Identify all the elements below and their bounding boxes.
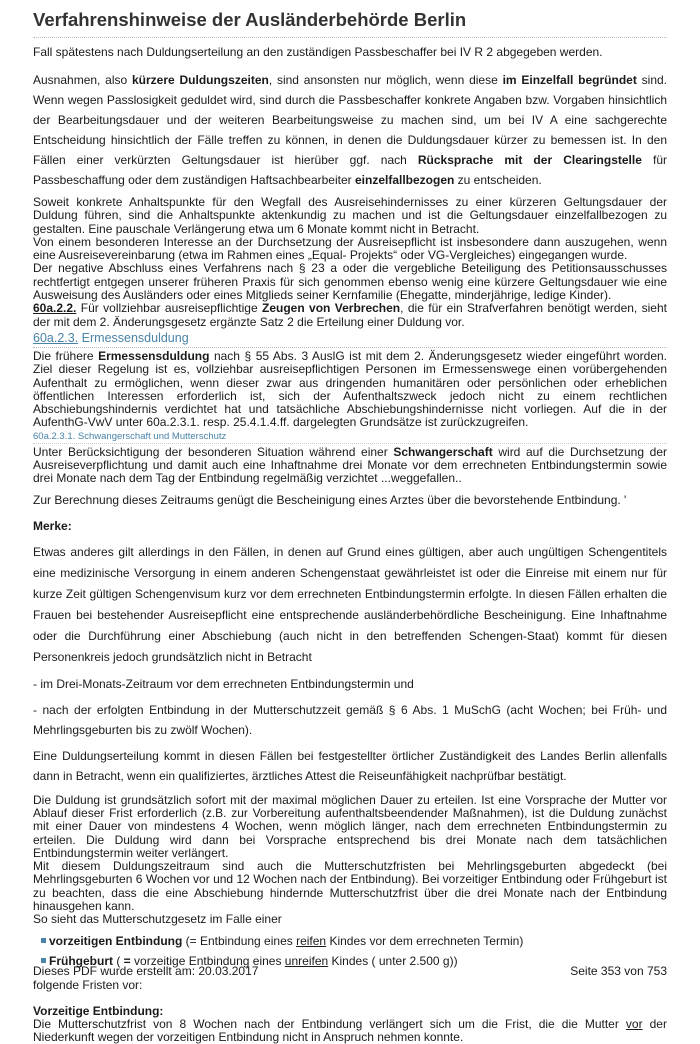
paragraph-duldung-dauer: Die Duldung ist grundsätzlich sofort mit der maximal möglichen Dauer zu erteilen. Ist eine Vorsprache der Mutter vor Ablauf dieser Frist erforderlich (z.B. zur Vorbereitung aufenthaltsbeendender Maßnahmen), ist die Duldung zunächst mit einer Dauer von mindestens 4 Wochen, wenn möglich länger, nach dem errechneten Entbindungstermin zu erteilen. Die Duldung wird dann bei Vorsprache entsprechend bis drei Monate nach dem tatsächlichen Entbindungstermin weiter verlängert. (33, 792, 667, 860)
list-item: Frühgeburt ( = vorzeitige Entbindung eines unreifen Kindes ( unter 2.500 g)) (33, 951, 667, 971)
heading-schwangerschaft: 60a.2.3.1. Schwangerschaft und Mutterschutz (33, 431, 667, 444)
paragraph-passbeschaffer: Fall spätestens nach Duldungserteilung an den zuständigen Passbeschaffer bei IV R 2 abgegeben werden. (33, 44, 603, 59)
heading-ermessensduldung: 60a.2.3. Ermessensduldung (33, 331, 667, 348)
paragraph-bescheinigung: Zur Berechnung dieses Zeitraums genügt die Bescheinigung eines Arztes über die bevorstehende Entbindung. ' (33, 492, 627, 507)
paragraph-anhaltspunkte: Soweit konkrete Anhaltspunkte für den Wegfall des Ausreisehindernisses zu einer kürzeren Geltungsdauer der Duldung führen, sind die Anhaltspunkte aktenkundig zu machen und ist die Geltungsdauer einzelfallbezogen zu gestalten. Eine pauschale Verlängerung etwa um 6 Monate kommt nicht in Betracht. (33, 194, 667, 236)
paragraph-mutterschutzzeit: - nach der erfolgten Entbindung in der Mutterschutzzeit gemäß § 6 Abs. 1 MuSchG (acht Wochen; bei Früh- und Mehrlingsgeburten bis zu zwölf Wochen). (33, 702, 667, 737)
paragraph-mehrlingsgeburten: Mit diesem Duldungszeitraum sind auch die Mutterschutzfristen bei Mehrlingsgeburten abgedeckt (bei Mehrlingsgeburten 6 Wochen vor und 12 Wochen nach der Entbindung). Bei vorzeitiger Entbindung oder Frühgeburt ist zu beachten, dass die eine Abschiebung hindernde Mutterschutzfrist über die drei Monate nach der Entbindung hinausgehen kann. (33, 859, 667, 913)
paragraph-petitionsausschuss: Der negative Abschluss eines Verfahrens nach § 23 a oder die vergebliche Beteiligung des Petitionsausschusses rechtfertigt entgegen unserer früheren Praxis für sich genommen ebenso wenig eine kürzere Geltungsdauer wie eine Ausweisung des Ausländers oder eines Mitglieds seiner Kernfamilie (Ehegatte, minderjährige, ledige Kinder). (33, 261, 667, 303)
bullet-icon (41, 938, 46, 943)
heading-vorzeitige-entbindung: Vorzeitige Entbindung: (33, 1003, 164, 1018)
page-footer (33, 964, 667, 978)
section-number-60a22: 60a.2.2. (33, 301, 77, 316)
paragraph-mutterschutzgesetz: So sieht das Mutterschutzgesetz im Falle einer (33, 912, 282, 927)
paragraph-ausnahmen: Ausnahmen, also kürzere Duldungszeiten, sind ansonsten nur möglich, wenn diese im Einzelfall begründet sind. Wenn wegen Passlosigkeit geduldet wird, sind durch die Passbeschaffer konkrete Angaben bzw. Vorgaben hinsichtlich der Bearbeitungsdauer und der weiteren Bearbeitungsweise zu machen sind, um bei IV A eine sachgerechte Entscheidung hinsichtlich der Fälle treffen zu können, in denen die Duldungsdauer kürzer zu bemessen ist. In den Fällen einer verkürzten Geltungsdauer ist hierüber ggf. nach Rücksprache mit der Clearingstelle für Passbeschaffung oder dem zuständigen Haftsachbearbeiter einzelfallbezogen zu entscheiden. (33, 72, 668, 187)
paragraph-drei-monats: - im Drei-Monats-Zeitraum vor dem errechneten Entbindungstermin und (33, 676, 414, 691)
page-title: Verfahrenshinweise der Ausländerbehörde Berlin (33, 8, 667, 38)
heading-merke: Merke: (33, 518, 72, 533)
footer-page-number: Seite 353 von 753 (570, 964, 667, 978)
paragraph-duldungserteilung: Eine Duldungserteilung kommt in diesen Fällen bei festgestellter örtlicher Zuständigkeit des Landes Berlin allenfalls dann in Betracht, wenn ein qualifiziertes, ärztliches Attest die Reiseunfähigkeit nachprüfbar bestätigt. (33, 748, 667, 783)
list-item: vorzeitigen Entbindung (= Entbindung eines reifen Kindes vor dem errechneten Termin) (33, 931, 667, 951)
paragraph-ermessensduldung: Die frühere Ermessensduldung nach § 55 Abs. 3 AuslG ist mit dem 2. Änderungsgesetz wieder eingeführt worden. Ziel dieser Regelung ist es, vollziehbar ausreisepflichtigen Personen im Ermessenswege einen vorübergehenden Aufenthalt zu ermöglichen, wenn dieser zwar aus dringenden humanitären oder persönlichen oder erheblichen öffentlichen Interessen erforderlich ist, sich der Aufenthaltszweck jedoch nicht zu einem rechtlichen Abschiebungshindernis verdichtet hat und tatsächliche Abschiebungshindernisse nicht vorliegen. Auf die in der AufenthG-VwV unter 60a.2.3.1. resp. 25.4.1.4.ff. dargelegten Grundsätze ist zurückzugreifen. (33, 348, 667, 430)
paragraph-60a22: 60a.2.2. Für vollziehbar ausreisepflichtige Zeugen von Verbrechen, die für ein Strafverfahren benötigt werden, sieht der mit dem 2. Änderungsgesetz ergänzte Satz 2 die Erteilung einer Duldung vor. (33, 301, 667, 329)
paragraph-vorzeitige-entbindung: Die Mutterschutzfrist von 8 Wochen nach der Entbindung verlängert sich um die Frist, die die Mutter vor der Niederkunft wegen der vorzeitigen Entbindung nicht in Anspruch nehmen konnte. (33, 1016, 667, 1044)
document-page (33, 8, 667, 1044)
paragraph-schwangerschaft: Unter Berücksichtigung der besonderen Situation während einer Schwangerschaft wird auf die Durchsetzung der Ausreiseverpflichtung und damit auch eine Inhaftnahme drei Monate vor dem errechneten Entbindungstermin sowie drei Monate nach dem Tag der Entbindung regelmäßig verzichtet ...weggefallen.. (33, 444, 667, 486)
paragraph-ausreisevereinbarung: Von einem besonderen Interesse an der Durchsetzung der Ausreisepflicht ist insbesondere dann auszugehen, wenn eine Ausreisevereinbarung (etwa im Rahmen eines „Equal- Projekts“ oder VG-Vergleiches) eingegangen wurde. (33, 234, 667, 263)
paragraph-fristen: folgende Fristen vor: (33, 977, 143, 992)
section-link-60a23[interactable]: 60a.2.3. (33, 330, 79, 345)
bullet-icon (41, 958, 46, 963)
footer-created-date: Dieses PDF wurde erstellt am: 20.03.2017 (33, 964, 259, 978)
paragraph-schengen: Etwas anderes gilt allerdings in den Fällen, in denen auf Grund eines gültigen, aber auch ungültigen Schengentitels eine medizinische Versorgung in einem anderen Schengenstaat gewährleistet ist oder die Einreise mit einem nur für kurze Zeit gültigen Schengenvisum kurz vor dem errechneten Entbindungstermin erfolgte. In diesen Fällen erhalten die Frauen bei bestehender Ausreisepflicht eine entsprechende ausländerbehördliche Bescheinigung. Eine Inhaftnahme oder die Durchführung einer Abschiebung (auch nicht in den betreffenden Schengen-Staat) kommt für diesen Personenkreis jedoch grundsätzlich nicht in Betracht (33, 544, 667, 664)
